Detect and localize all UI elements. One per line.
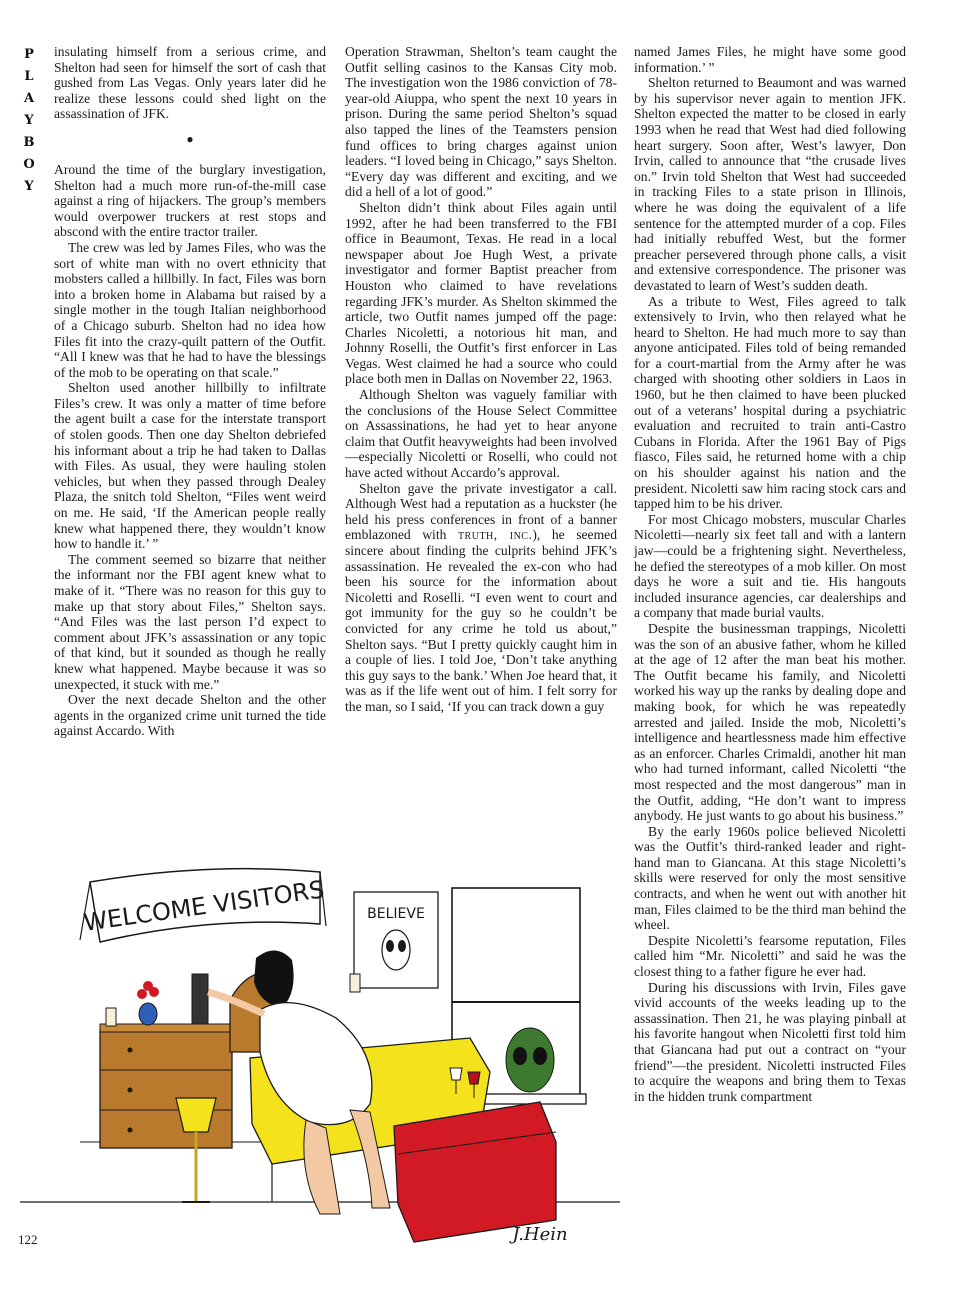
toy-chest xyxy=(394,1102,556,1242)
candle xyxy=(106,1008,116,1026)
woman-figure xyxy=(208,950,390,1214)
magazine-brand: P L A Y B O Y xyxy=(23,47,35,194)
banner-text: WELCOME VISITORS xyxy=(81,875,326,937)
paragraph: For most Chicago mobsters, muscular Charles Nicoletti—nearly six feet tall and with a lantern jaw—could be a frightening sight. Nevertheless, he defied the stereotypes of a mob killer. On most days he wore a suit and tie. His hangouts included insurance agencies, car dealerships and a company that made burial vaults. xyxy=(634,511,906,621)
small-caps-text: truth, inc. xyxy=(457,527,533,543)
welcome-banner xyxy=(80,869,326,942)
lamp xyxy=(176,1098,216,1202)
page-number: 122 xyxy=(18,1232,38,1247)
paragraph: The comment seemed so bizarre that neither the informant nor the FBI agent knew what to make of it. “There was no reason for this guy to make up that story about Files,” Shelton says. “And Files was the last person I’d expect to comment about JFK’s assassination or any topic of that kind, but it sounded as though he really knew what happened. Maybe because it was so unexpected, it stuck with me.” xyxy=(54,551,326,692)
paragraph: Shelton didn’t think about Files again until 1992, after he had been transferred to the FBI office in Beaumont, Texas. He read in a local newspaper about Joe Hugh West, a private investigator and former Baptist preacher from Houston who claimed to have revelations regarding JFK’s murder. As Shelton skimmed the article, two Outfit names jumped off the page: Charles Nicoletti, a notorious hit man, and Johnny Roselli, the Outfit’s first enforcer in Las Vegas. West claimed he had a source who could place both men in Dallas on November 22, 1963. xyxy=(345,199,617,387)
flower-vase xyxy=(137,981,159,1025)
alien-icon xyxy=(506,1028,554,1092)
candle xyxy=(350,974,360,992)
paragraph: Shelton used another hillbilly to infiltrate Files’s crew. It was only a matter of time before the agent built a case for the interstate transport of stolen goods. Then one day Shelton debriefed his informant about a trip he had taken to Dallas with Files. As usual, they were hauling stolen vehicles, but when they passed through Dealey Plaza, the snitch told Shelton, “Files went weird on me. He said, ‘If the American people really knew what happened there, they wouldn’t know how to handle it.’ ” xyxy=(54,380,326,552)
paragraph: Operation Strawman, Shelton’s team caught the Outfit selling casinos to the Kansas City mob. The investigation won the 1986 conviction of 78-year-old Aiuppa, who spent the next 10 years in prison. During the same period Shelton’s squad also tapped the lines of the Teamsters pension fund offices to bring charges against union leaders. “I loved being in Chicago,” says Shelton. “Every day was different and exciting, and we did a hell of a lot of good.” xyxy=(345,44,617,200)
paragraph: Around the time of the burglary investigation, Shelton had a much more run-of-the-mill case against a ring of hijackers. The group’s members would overpower truckers at rest stops and abscond with the entire tractor trailer. xyxy=(54,161,326,240)
article-column-3 xyxy=(634,44,906,1254)
article-column-2 xyxy=(345,44,617,715)
paragraph: Despite the businessman trappings, Nicoletti was the son of an abusive father, whom he killed at the age of 12 after the man beat his mother. The Outfit became his family, and Nicoletti worked his way up the ranks by dealing dope and making book, for which he was repeatedly arrested and jailed. Inside the mob, Nicoletti’s intelligence and heartlessness made him effective as an enforcer. Charles Crimaldi, another hit man who had turned informant, called Nicoletti “the most respected and the most dangerous” man in the Outfit, adding, “He don’t want to impress anybody. He just wants to go about his business.” xyxy=(634,620,906,824)
paragraph xyxy=(345,481,617,715)
paragraph: insulating himself from a serious crime, and Shelton had seen for himself the sort of cash that gushed from Las Vegas. Only years later did he realize these lessons could shed light on the assassination of JFK. xyxy=(54,44,326,122)
dresser xyxy=(100,1024,232,1148)
article-column-1 xyxy=(54,44,326,739)
paragraph: As a tribute to West, Files agreed to talk extensively to Irvin, who then relayed what he heard to Shelton. He had much more to say than anyone anticipated. Files told of being remanded for a court-martial from the Army after he was charged with shooting other soldiers in Laos in 1960, but he then claimed to have been plucked out of a veterans’ hospital during a psychiatric evaluation and recruited to train anti-Castro Cubans in Florida. After the 1961 Bay of Pigs fiasco, Files said, he returned home with a chip on his shoulder against his nation and the president. Nicoletti saw him racing stock cars and tapped him to be his driver. xyxy=(634,293,906,512)
paragraph: Over the next decade Shelton and the other agents in the organized crime unit turned the tide against Accardo. With xyxy=(54,692,326,739)
poster-text: BELIEVE xyxy=(367,906,425,922)
paragraph: named James Files, he might have some good information.’ ” xyxy=(634,44,906,75)
paragraph-text: ), he seemed sincere about finding the culprits behind JFK’s assassination. He revealed the ex-con who had been his source for the information about Nicoletti and Roselli. “I even went to court and got immunity for the guy so he couldn’t be convicted for any crime he told us about,” Shelton says. “But I pretty quickly caught him in a couple of lies. I told Joe, ‘Don’t take anything this guy says to the bank.’ When Joe heard that, it was as if the life went out of him. I felt sorry for the man, so I said, ‘If you can track down a guy xyxy=(345,527,617,714)
paragraph: The crew was led by James Files, who was the sort of white man with no overt ethnicity that mobsters called a hillbilly. In fact, Files was born into a broken home in Alabama but raised by a single mother in the tough Italian neighborhood of a Chicago suburb. Shelton had no idea how Files fit into the crazy-quilt pattern of the Outfit. “All I knew was that he had to have the blessings of the mob to be operating on that scale.” xyxy=(54,239,326,380)
paragraph: Shelton returned to Beaumont and was warned by his supervisor never again to mention JFK. Shelton expected the matter to be closed in early 1993 when he read that West had died following heart surgery. Soon after, West’s lawyer, Don Irvin, called to announce that “the crusade lives on.” Irvin told Shelton that West had succeeded in tracking Files to a state prison in Illinois, where he was doing the equivalent of a life sentence for the attempted murder of a cop. Files had initially rebuffed West, but the former preacher persevered through phone calls, a visit and extensive correspondence. The prisoner was devastated to learn of West’s sudden death. xyxy=(634,75,906,293)
paragraph: By the early 1960s police believed Nicoletti was the Outfit’s third-ranked leader and right-hand man to Giancana. At this stage Nicoletti’s skills were reserved for only the most sensitive contracts, and when he went out with another hit man, Files claimed to be the third man behind the wheel. xyxy=(634,823,906,933)
paragraph: Despite Nicoletti’s fearsome reputation, Files called him “Mr. Nicoletti” and said he was the closest thing to a father figure he ever had. xyxy=(634,932,906,980)
cartoon-illustration xyxy=(20,842,620,1252)
paragraph-text: Shelton gave the private investigator a call. Although West had a reputation as a huckster (he held his press conferences in front of a banner emblazoned with xyxy=(345,480,617,543)
artist-signature: J.Hein xyxy=(512,1224,568,1245)
section-separator: ● xyxy=(186,131,194,146)
paragraph: During his discussions with Irvin, Files gave vivid accounts of the weeks leading up to the assassination. Then 21, he was playing pinball at his favorite hangout when Nicoletti first told him that Giancana had put out a contract on “your friend”—the president. Nicoletti instructed Files to acquire the weapons and bring them to Texas in the hidden trunk compartment xyxy=(634,979,906,1104)
wine-bottle xyxy=(192,974,208,1024)
paragraph: Although Shelton was vaguely familiar with the conclusions of the House Select Committee on Assassinations, he had yet to hear anyone claim that Outfit heavyweights had been involved—especially Nicoletti or Roselli, who could not have acted without Accardo’s approval. xyxy=(345,387,617,481)
believe-poster xyxy=(354,892,438,988)
